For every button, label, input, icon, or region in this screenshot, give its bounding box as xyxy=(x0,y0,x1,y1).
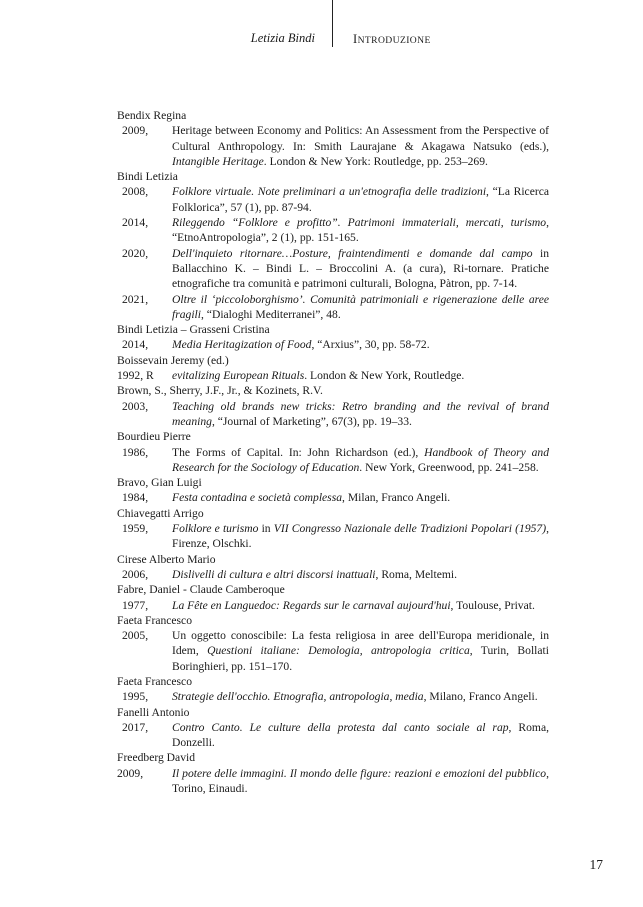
citation-text: , Milano, Franco Angeli. xyxy=(423,690,538,704)
citation-title: Dislivelli di cultura e altri discorsi inattuali xyxy=(172,567,376,581)
citation-text: , Torino, Einaudi. xyxy=(172,766,549,796)
citation-text: , Turin, Bollati Boringhieri, pp. 151–170. xyxy=(172,644,549,673)
section-rest: NTRODUZIONE xyxy=(357,35,431,46)
bibliography-author: Freedberg David xyxy=(117,751,196,765)
citation-text: , Roma, Donzelli. xyxy=(172,720,549,750)
entry-year: 2021, xyxy=(122,292,149,306)
citation-title: Handbook of Theory and Research for the Sociology of Education xyxy=(172,445,550,474)
bibliography-author: Bindi Letizia xyxy=(117,170,178,184)
bibliography-entry xyxy=(117,766,549,797)
citation-text: Un oggetto conoscibile: La festa religiosa in aree dell'Europa meridionale, in Idem, xyxy=(172,629,549,658)
entry-citation xyxy=(172,720,549,751)
citation-text: , “Dialoghi Mediterranei”, 48. xyxy=(201,307,341,321)
entry-year: 2014, xyxy=(122,338,149,352)
bibliography-entry xyxy=(117,445,549,476)
citation-text: , Milan, Franco Angeli. xyxy=(342,491,451,505)
citation-text: , “Journal of Marketing”, 67(3), pp. 19–33. xyxy=(211,414,412,428)
bibliography-entry xyxy=(117,689,549,704)
entry-citation xyxy=(172,598,549,613)
citation-text: in Ballacchino K. – Bindi L. – Broccolini A. (a cura), Ri-tornare. Pratiche etnografiche tra comunità e patrimoni culturali, Bologna, Pàtron, pp. 7-14. xyxy=(172,246,549,291)
citation-title: Oltre il ‘piccoloborghismo’. Comunità patrimoniali e rigenerazione delle aree fragili xyxy=(172,292,549,321)
bibliography-author: Faeta Francesco xyxy=(117,613,193,627)
bibliography-author: Bindi Letizia – Grasseni Cristina xyxy=(117,323,270,337)
entry-citation xyxy=(172,368,549,383)
bibliography-entry xyxy=(117,184,549,215)
entry-citation xyxy=(172,184,549,215)
entry-year: 2009, xyxy=(122,124,149,138)
entry-citation xyxy=(172,490,549,505)
bibliography-author: Brown, S., Sherry, J.F., Jr., & Kozinets, R.V. xyxy=(117,384,323,398)
citation-title: Teaching old brands new tricks: Retro branding and the revival of brand meaning xyxy=(172,399,549,428)
entry-year: 2017, xyxy=(122,720,149,734)
bibliography-author: Bendix Regina xyxy=(117,109,187,122)
section-initial: I xyxy=(353,32,358,46)
entry-year: 1984, xyxy=(122,491,149,505)
citation-title: Folklore virtuale. Note preliminari a un'etnografia delle tradizioni xyxy=(172,185,487,199)
entry-year: 2006, xyxy=(122,567,149,581)
running-header-section xyxy=(353,32,431,47)
bibliography-author: Chiavegatti Arrigo xyxy=(117,506,204,520)
bibliography-author: Bourdieu Pierre xyxy=(117,430,191,444)
citation-text: , Roma, Meltemi. xyxy=(375,567,457,581)
bibliography-author: Bravo, Gian Luigi xyxy=(117,476,202,490)
entry-citation xyxy=(172,628,549,674)
entry-year: 2005, xyxy=(122,629,149,643)
bibliography xyxy=(117,108,549,796)
citation-text: . London & New York: Routledge, pp. 253–269. xyxy=(263,154,488,168)
citation-text: , Toulouse, Privat. xyxy=(450,598,535,612)
page-number: 17 xyxy=(589,857,603,872)
entry-citation xyxy=(172,399,549,430)
entry-year: 2014, xyxy=(122,216,149,230)
citation-title: Contro Canto. Le culture della protesta dal canto sociale al rap xyxy=(172,720,509,734)
bibliography-entry xyxy=(117,567,549,582)
bibliography-entry xyxy=(117,123,549,169)
citation-text: in xyxy=(258,522,274,536)
entry-citation xyxy=(172,445,549,476)
entry-citation xyxy=(172,567,549,582)
citation-text: . London & New York, Routledge. xyxy=(304,369,465,383)
bibliography-author: Fanelli Antonio xyxy=(117,705,190,719)
entry-citation xyxy=(172,337,549,352)
entry-year: 2020, xyxy=(122,246,149,260)
bibliography-author: Cirese Alberto Mario xyxy=(117,552,216,566)
bibliography-entry xyxy=(117,628,549,674)
citation-text: , Firenze, Olschki. xyxy=(172,522,549,551)
entry-year: 2009, xyxy=(117,766,144,780)
citation-title: Intangible Heritage xyxy=(172,154,264,168)
entry-year: 2003, xyxy=(122,399,149,413)
entry-citation xyxy=(172,246,549,292)
entry-year: 1992, R xyxy=(117,369,154,383)
entry-citation xyxy=(172,766,549,797)
entry-citation xyxy=(172,292,549,323)
citation-text: , “La Ricerca Folklorica”, 57 (1), pp. 87-94. xyxy=(172,185,550,214)
citation-text: . New York, Greenwood, pp. 241–258. xyxy=(359,460,539,474)
citation-text: , “EtnoAntropologia”, 2 (1), pp. 151-165. xyxy=(172,216,549,245)
bibliography-author: Boissevain Jeremy (ed.) xyxy=(117,353,229,367)
citation-text: , “Arxius”, 30, pp. 58-72. xyxy=(311,338,430,352)
citation-title: evitalizing European Rituals xyxy=(172,369,305,383)
bibliography-entry xyxy=(117,490,549,505)
bibliography-author: Faeta Francesco xyxy=(117,674,193,688)
citation-title: Il potere delle immagini. Il mondo delle figure: reazioni e emozioni del pubblico xyxy=(172,766,547,780)
bibliography-entry xyxy=(117,292,549,323)
header-divider xyxy=(332,0,333,47)
citation-title: Questioni italiane: Demologia, antropologia critica xyxy=(207,644,470,658)
citation-title: VII Congresso Nazionale delle Tradizioni Popolari (1957) xyxy=(273,522,547,536)
bibliography-entry xyxy=(117,337,549,352)
entry-citation xyxy=(172,215,549,246)
citation-title: Folklore e turismo xyxy=(172,522,259,536)
citation-title: Strategie dell'occhio. Etnografia, antropologia, media xyxy=(172,690,424,704)
citation-title: Rileggendo “Folklore e profitto”. Patrimoni immateriali, mercati, turismo xyxy=(172,216,547,230)
bibliography-entry xyxy=(117,598,549,613)
citation-text: The Forms of Capital. In: John Richardson (ed.), xyxy=(172,445,425,459)
running-header-author: Letizia Bindi xyxy=(250,31,315,45)
bibliography-entry xyxy=(117,246,549,292)
entry-citation xyxy=(172,123,549,169)
citation-title: La Fête en Languedoc: Regards sur le carnaval aujourd'hui xyxy=(172,598,451,612)
entry-year: 1959, xyxy=(122,522,149,536)
entry-citation xyxy=(172,689,549,704)
bibliography-author: Fabre, Daniel - Claude Camberoque xyxy=(117,583,285,597)
citation-title: Media Heritagization of Food xyxy=(172,338,312,352)
bibliography-entry xyxy=(117,521,549,552)
entry-year: 1986, xyxy=(122,445,149,459)
bibliography-entry xyxy=(117,215,549,246)
entry-citation xyxy=(172,521,549,552)
citation-text: Heritage between Economy and Politics: An Assessment from the Perspective of Cultural Anthropology. In: Smith Laurajane & Akagawa Natsuko (eds.), xyxy=(172,124,549,153)
entry-year: 1995, xyxy=(122,690,149,704)
citation-title: Dell'inquieto ritornare…Posture, fraintendimenti e domande dal campo xyxy=(172,246,533,260)
bibliography-entry xyxy=(117,399,549,430)
bibliography-entry xyxy=(117,720,549,751)
citation-title: Festa contadina e società complessa xyxy=(172,491,343,505)
entry-year: 2008, xyxy=(122,185,149,199)
entry-year: 1977, xyxy=(122,598,149,612)
bibliography-entry xyxy=(117,368,549,383)
